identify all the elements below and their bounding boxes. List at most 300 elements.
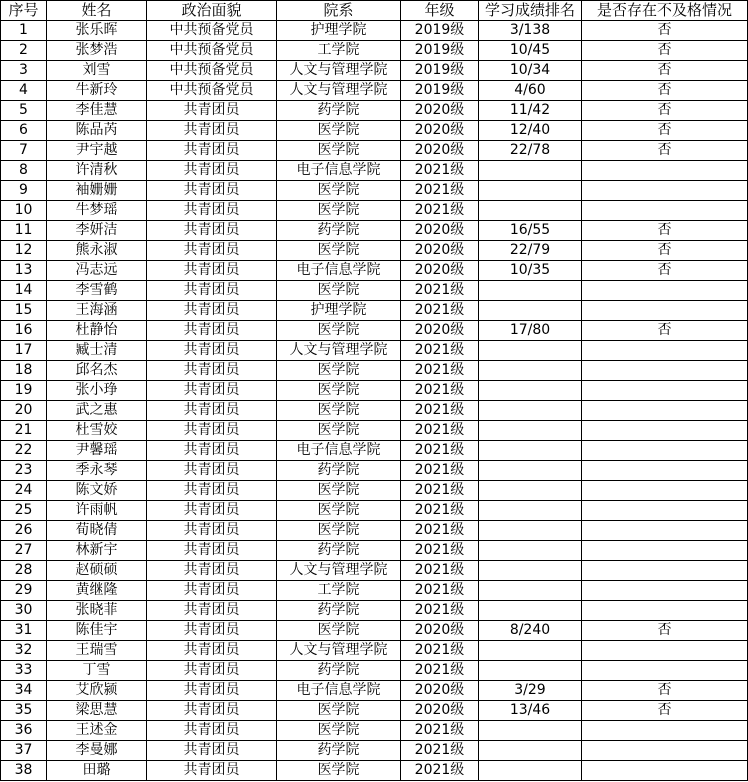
cell-political-status: 共青团员 <box>147 481 277 501</box>
cell-department: 工学院 <box>277 581 401 601</box>
table-row <box>1 401 748 421</box>
cell-political-status: 中共预备党员 <box>147 81 277 101</box>
cell-department: 人文与管理学院 <box>277 61 401 81</box>
cell-political-status: 共青团员 <box>147 561 277 581</box>
table-row <box>1 281 748 301</box>
cell-failed-courses <box>582 601 748 621</box>
table-row <box>1 661 748 681</box>
cell-failed-courses <box>582 201 748 221</box>
cell-grade: 2021级 <box>401 181 479 201</box>
table-row <box>1 601 748 621</box>
cell-department: 医学院 <box>277 721 401 741</box>
cell-name: 林新宇 <box>47 541 147 561</box>
cell-failed-courses: 否 <box>582 41 748 61</box>
cell-index: 8 <box>1 161 47 181</box>
cell-grade: 2021级 <box>401 341 479 361</box>
cell-department: 医学院 <box>277 361 401 381</box>
cell-political-status: 共青团员 <box>147 681 277 701</box>
cell-index: 33 <box>1 661 47 681</box>
cell-name: 李妍洁 <box>47 221 147 241</box>
cell-political-status: 共青团员 <box>147 521 277 541</box>
cell-rank: 10/45 <box>479 41 582 61</box>
cell-rank <box>479 721 582 741</box>
cell-political-status: 共青团员 <box>147 261 277 281</box>
cell-index: 3 <box>1 61 47 81</box>
cell-name: 邱名杰 <box>47 361 147 381</box>
cell-rank <box>479 521 582 541</box>
cell-department: 工学院 <box>277 41 401 61</box>
cell-political-status: 共青团员 <box>147 341 277 361</box>
cell-political-status: 共青团员 <box>147 281 277 301</box>
table-row <box>1 81 748 101</box>
cell-grade: 2019级 <box>401 41 479 61</box>
cell-grade: 2020级 <box>401 241 479 261</box>
cell-political-status: 共青团员 <box>147 661 277 681</box>
cell-index: 6 <box>1 121 47 141</box>
cell-failed-courses <box>582 561 748 581</box>
cell-grade: 2021级 <box>401 361 479 381</box>
cell-index: 5 <box>1 101 47 121</box>
cell-failed-courses <box>582 641 748 661</box>
cell-index: 23 <box>1 461 47 481</box>
cell-grade: 2021级 <box>401 501 479 521</box>
cell-failed-courses: 否 <box>582 21 748 41</box>
cell-name: 艾欣颍 <box>47 681 147 701</box>
cell-grade: 2020级 <box>401 321 479 341</box>
cell-political-status: 共青团员 <box>147 581 277 601</box>
cell-grade: 2021级 <box>401 661 479 681</box>
cell-grade: 2021级 <box>401 381 479 401</box>
cell-grade: 2021级 <box>401 461 479 481</box>
cell-department: 医学院 <box>277 401 401 421</box>
header-name: 姓名 <box>47 1 147 21</box>
cell-rank <box>479 341 582 361</box>
table-row <box>1 621 748 641</box>
table-row <box>1 501 748 521</box>
cell-rank: 11/42 <box>479 101 582 121</box>
cell-failed-courses: 否 <box>582 81 748 101</box>
cell-index: 34 <box>1 681 47 701</box>
cell-department: 药学院 <box>277 541 401 561</box>
cell-political-status: 共青团员 <box>147 461 277 481</box>
cell-rank <box>479 741 582 761</box>
table-row <box>1 461 748 481</box>
cell-failed-courses: 否 <box>582 681 748 701</box>
cell-index: 29 <box>1 581 47 601</box>
cell-name: 许雨帆 <box>47 501 147 521</box>
cell-name: 王瑞雪 <box>47 641 147 661</box>
cell-political-status: 共青团员 <box>147 301 277 321</box>
cell-name: 武之惠 <box>47 401 147 421</box>
cell-index: 9 <box>1 181 47 201</box>
table-row <box>1 221 748 241</box>
cell-rank <box>479 401 582 421</box>
cell-grade: 2020级 <box>401 221 479 241</box>
cell-department: 医学院 <box>277 141 401 161</box>
cell-rank <box>479 161 582 181</box>
cell-rank: 4/60 <box>479 81 582 101</box>
cell-failed-courses <box>582 721 748 741</box>
cell-department: 药学院 <box>277 601 401 621</box>
cell-political-status: 共青团员 <box>147 701 277 721</box>
cell-index: 24 <box>1 481 47 501</box>
cell-name: 王海涵 <box>47 301 147 321</box>
cell-rank: 16/55 <box>479 221 582 241</box>
cell-political-status: 共青团员 <box>147 201 277 221</box>
cell-rank <box>479 641 582 661</box>
table-row <box>1 441 748 461</box>
cell-rank <box>479 361 582 381</box>
cell-department: 电子信息学院 <box>277 441 401 461</box>
cell-failed-courses <box>582 181 748 201</box>
cell-grade: 2021级 <box>401 741 479 761</box>
cell-department: 医学院 <box>277 201 401 221</box>
cell-department: 医学院 <box>277 381 401 401</box>
cell-failed-courses <box>582 761 748 781</box>
table-row <box>1 301 748 321</box>
cell-name: 张乐晖 <box>47 21 147 41</box>
cell-name: 袖姗姗 <box>47 181 147 201</box>
table-row <box>1 361 748 381</box>
cell-index: 31 <box>1 621 47 641</box>
table-row <box>1 641 748 661</box>
cell-department: 医学院 <box>277 181 401 201</box>
cell-department: 人文与管理学院 <box>277 341 401 361</box>
cell-index: 21 <box>1 421 47 441</box>
table-row <box>1 741 748 761</box>
cell-failed-courses <box>582 581 748 601</box>
cell-political-status: 共青团员 <box>147 541 277 561</box>
table-row <box>1 201 748 221</box>
header-failed-courses: 是否存在不及格情况 <box>582 1 748 21</box>
cell-index: 22 <box>1 441 47 461</box>
cell-grade: 2021级 <box>401 201 479 221</box>
cell-department: 医学院 <box>277 701 401 721</box>
cell-name: 李佳慧 <box>47 101 147 121</box>
cell-failed-courses <box>582 401 748 421</box>
cell-department: 人文与管理学院 <box>277 81 401 101</box>
cell-rank: 10/35 <box>479 261 582 281</box>
cell-failed-courses: 否 <box>582 701 748 721</box>
cell-grade: 2021级 <box>401 481 479 501</box>
cell-index: 28 <box>1 561 47 581</box>
cell-name: 张梦浩 <box>47 41 147 61</box>
table-row <box>1 321 748 341</box>
cell-grade: 2021级 <box>401 581 479 601</box>
cell-rank: 22/79 <box>479 241 582 261</box>
cell-rank <box>479 661 582 681</box>
cell-index: 2 <box>1 41 47 61</box>
cell-political-status: 共青团员 <box>147 441 277 461</box>
cell-failed-courses <box>582 461 748 481</box>
cell-political-status: 中共预备党员 <box>147 21 277 41</box>
cell-rank <box>479 601 582 621</box>
cell-failed-courses: 否 <box>582 221 748 241</box>
cell-political-status: 共青团员 <box>147 641 277 661</box>
cell-grade: 2021级 <box>401 521 479 541</box>
cell-index: 19 <box>1 381 47 401</box>
cell-grade: 2020级 <box>401 141 479 161</box>
cell-rank <box>479 201 582 221</box>
cell-failed-courses: 否 <box>582 261 748 281</box>
cell-failed-courses: 否 <box>582 101 748 121</box>
cell-index: 36 <box>1 721 47 741</box>
cell-grade: 2021级 <box>401 441 479 461</box>
cell-failed-courses <box>582 661 748 681</box>
cell-rank <box>479 461 582 481</box>
cell-rank <box>479 581 582 601</box>
table-row <box>1 681 748 701</box>
cell-grade: 2020级 <box>401 121 479 141</box>
cell-political-status: 共青团员 <box>147 241 277 261</box>
cell-index: 35 <box>1 701 47 721</box>
cell-name: 李曼娜 <box>47 741 147 761</box>
table-row <box>1 241 748 261</box>
cell-political-status: 共青团员 <box>147 161 277 181</box>
cell-political-status: 共青团员 <box>147 401 277 421</box>
cell-name: 杜雪姣 <box>47 421 147 441</box>
cell-index: 25 <box>1 501 47 521</box>
table-row <box>1 481 748 501</box>
cell-rank: 10/34 <box>479 61 582 81</box>
cell-failed-courses <box>582 301 748 321</box>
cell-name: 陈文娇 <box>47 481 147 501</box>
cell-name: 熊永淑 <box>47 241 147 261</box>
cell-political-status: 共青团员 <box>147 741 277 761</box>
cell-department: 医学院 <box>277 621 401 641</box>
cell-department: 护理学院 <box>277 301 401 321</box>
cell-name: 牛梦瑶 <box>47 201 147 221</box>
table-row <box>1 561 748 581</box>
table-row <box>1 141 748 161</box>
cell-index: 11 <box>1 221 47 241</box>
cell-index: 37 <box>1 741 47 761</box>
cell-name: 陈佳宇 <box>47 621 147 641</box>
cell-rank: 3/138 <box>479 21 582 41</box>
table-row <box>1 581 748 601</box>
header-department: 院系 <box>277 1 401 21</box>
cell-index: 10 <box>1 201 47 221</box>
cell-failed-courses <box>582 741 748 761</box>
cell-index: 15 <box>1 301 47 321</box>
cell-rank <box>479 301 582 321</box>
cell-grade: 2020级 <box>401 261 479 281</box>
cell-grade: 2021级 <box>401 561 479 581</box>
cell-political-status: 共青团员 <box>147 141 277 161</box>
cell-department: 药学院 <box>277 741 401 761</box>
cell-failed-courses: 否 <box>582 61 748 81</box>
cell-political-status: 共青团员 <box>147 221 277 241</box>
cell-political-status: 共青团员 <box>147 601 277 621</box>
cell-grade: 2021级 <box>401 421 479 441</box>
cell-department: 医学院 <box>277 761 401 781</box>
cell-index: 32 <box>1 641 47 661</box>
cell-grade: 2020级 <box>401 681 479 701</box>
cell-index: 16 <box>1 321 47 341</box>
header-index: 序号 <box>1 1 47 21</box>
cell-name: 冯志远 <box>47 261 147 281</box>
table-row <box>1 381 748 401</box>
table-row <box>1 761 748 781</box>
cell-name: 许清秋 <box>47 161 147 181</box>
cell-political-status: 共青团员 <box>147 101 277 121</box>
cell-grade: 2020级 <box>401 621 479 641</box>
cell-grade: 2021级 <box>401 721 479 741</box>
table-row <box>1 61 748 81</box>
cell-political-status: 共青团员 <box>147 181 277 201</box>
cell-rank: 12/40 <box>479 121 582 141</box>
cell-rank <box>479 761 582 781</box>
cell-grade: 2021级 <box>401 161 479 181</box>
cell-rank: 22/78 <box>479 141 582 161</box>
cell-grade: 2021级 <box>401 541 479 561</box>
cell-department: 医学院 <box>277 241 401 261</box>
cell-name: 荀晓倩 <box>47 521 147 541</box>
cell-grade: 2019级 <box>401 61 479 81</box>
table-row <box>1 121 748 141</box>
cell-political-status: 共青团员 <box>147 321 277 341</box>
cell-grade: 2019级 <box>401 21 479 41</box>
cell-index: 30 <box>1 601 47 621</box>
cell-department: 医学院 <box>277 121 401 141</box>
table-row <box>1 721 748 741</box>
cell-political-status: 共青团员 <box>147 761 277 781</box>
cell-failed-courses <box>582 161 748 181</box>
table-row <box>1 21 748 41</box>
table-row <box>1 701 748 721</box>
table-row <box>1 421 748 441</box>
cell-failed-courses <box>582 541 748 561</box>
cell-failed-courses <box>582 381 748 401</box>
cell-index: 18 <box>1 361 47 381</box>
cell-name: 臧士清 <box>47 341 147 361</box>
table-row <box>1 161 748 181</box>
cell-political-status: 共青团员 <box>147 721 277 741</box>
cell-name: 丁雪 <box>47 661 147 681</box>
cell-failed-courses <box>582 361 748 381</box>
cell-rank <box>479 561 582 581</box>
cell-department: 医学院 <box>277 421 401 441</box>
cell-grade: 2021级 <box>401 601 479 621</box>
cell-failed-courses: 否 <box>582 241 748 261</box>
cell-rank <box>479 541 582 561</box>
cell-index: 12 <box>1 241 47 261</box>
cell-index: 20 <box>1 401 47 421</box>
cell-political-status: 共青团员 <box>147 361 277 381</box>
cell-political-status: 共青团员 <box>147 381 277 401</box>
cell-department: 人文与管理学院 <box>277 561 401 581</box>
cell-department: 药学院 <box>277 461 401 481</box>
cell-name: 梁思慧 <box>47 701 147 721</box>
header-row <box>1 1 748 21</box>
cell-grade: 2020级 <box>401 101 479 121</box>
cell-rank <box>479 481 582 501</box>
table-row <box>1 41 748 61</box>
cell-failed-courses: 否 <box>582 621 748 641</box>
cell-grade: 2021级 <box>401 641 479 661</box>
cell-rank <box>479 281 582 301</box>
cell-name: 黄继隆 <box>47 581 147 601</box>
cell-department: 护理学院 <box>277 21 401 41</box>
cell-department: 医学院 <box>277 481 401 501</box>
table-row <box>1 101 748 121</box>
cell-index: 38 <box>1 761 47 781</box>
cell-rank: 3/29 <box>479 681 582 701</box>
cell-name: 王述金 <box>47 721 147 741</box>
table-row <box>1 521 748 541</box>
cell-grade: 2021级 <box>401 761 479 781</box>
cell-grade: 2021级 <box>401 281 479 301</box>
cell-rank <box>479 421 582 441</box>
table-row <box>1 541 748 561</box>
cell-department: 电子信息学院 <box>277 161 401 181</box>
cell-name: 陈品芮 <box>47 121 147 141</box>
header-rank: 学习成绩排名 <box>479 1 582 21</box>
cell-failed-courses <box>582 341 748 361</box>
cell-name: 张小琤 <box>47 381 147 401</box>
cell-index: 4 <box>1 81 47 101</box>
cell-department: 医学院 <box>277 321 401 341</box>
cell-grade: 2019级 <box>401 81 479 101</box>
cell-name: 李雪鹤 <box>47 281 147 301</box>
cell-grade: 2020级 <box>401 701 479 721</box>
cell-department: 人文与管理学院 <box>277 641 401 661</box>
cell-failed-courses <box>582 521 748 541</box>
header-political-status: 政治面貌 <box>147 1 277 21</box>
cell-rank <box>479 381 582 401</box>
cell-index: 26 <box>1 521 47 541</box>
cell-political-status: 共青团员 <box>147 121 277 141</box>
cell-failed-courses: 否 <box>582 141 748 161</box>
cell-department: 药学院 <box>277 221 401 241</box>
cell-name: 赵硕硕 <box>47 561 147 581</box>
cell-name: 季永琴 <box>47 461 147 481</box>
cell-department: 电子信息学院 <box>277 681 401 701</box>
cell-political-status: 中共预备党员 <box>147 41 277 61</box>
cell-name: 刘雪 <box>47 61 147 81</box>
cell-department: 医学院 <box>277 521 401 541</box>
cell-name: 尹宇越 <box>47 141 147 161</box>
cell-rank: 17/80 <box>479 321 582 341</box>
table-row <box>1 181 748 201</box>
cell-index: 14 <box>1 281 47 301</box>
table-row <box>1 261 748 281</box>
cell-political-status: 中共预备党员 <box>147 61 277 81</box>
cell-department: 药学院 <box>277 101 401 121</box>
cell-political-status: 共青团员 <box>147 501 277 521</box>
cell-failed-courses: 否 <box>582 321 748 341</box>
cell-rank: 8/240 <box>479 621 582 641</box>
cell-index: 27 <box>1 541 47 561</box>
cell-index: 1 <box>1 21 47 41</box>
cell-department: 医学院 <box>277 281 401 301</box>
cell-name: 尹馨瑶 <box>47 441 147 461</box>
cell-failed-courses <box>582 501 748 521</box>
cell-political-status: 共青团员 <box>147 421 277 441</box>
table-row <box>1 341 748 361</box>
cell-department: 电子信息学院 <box>277 261 401 281</box>
cell-name: 杜静怡 <box>47 321 147 341</box>
cell-grade: 2021级 <box>401 401 479 421</box>
cell-department: 医学院 <box>277 501 401 521</box>
cell-name: 田璐 <box>47 761 147 781</box>
cell-failed-courses <box>582 421 748 441</box>
cell-grade: 2021级 <box>401 301 479 321</box>
cell-failed-courses <box>582 481 748 501</box>
cell-failed-courses <box>582 281 748 301</box>
cell-political-status: 共青团员 <box>147 621 277 641</box>
cell-failed-courses <box>582 441 748 461</box>
